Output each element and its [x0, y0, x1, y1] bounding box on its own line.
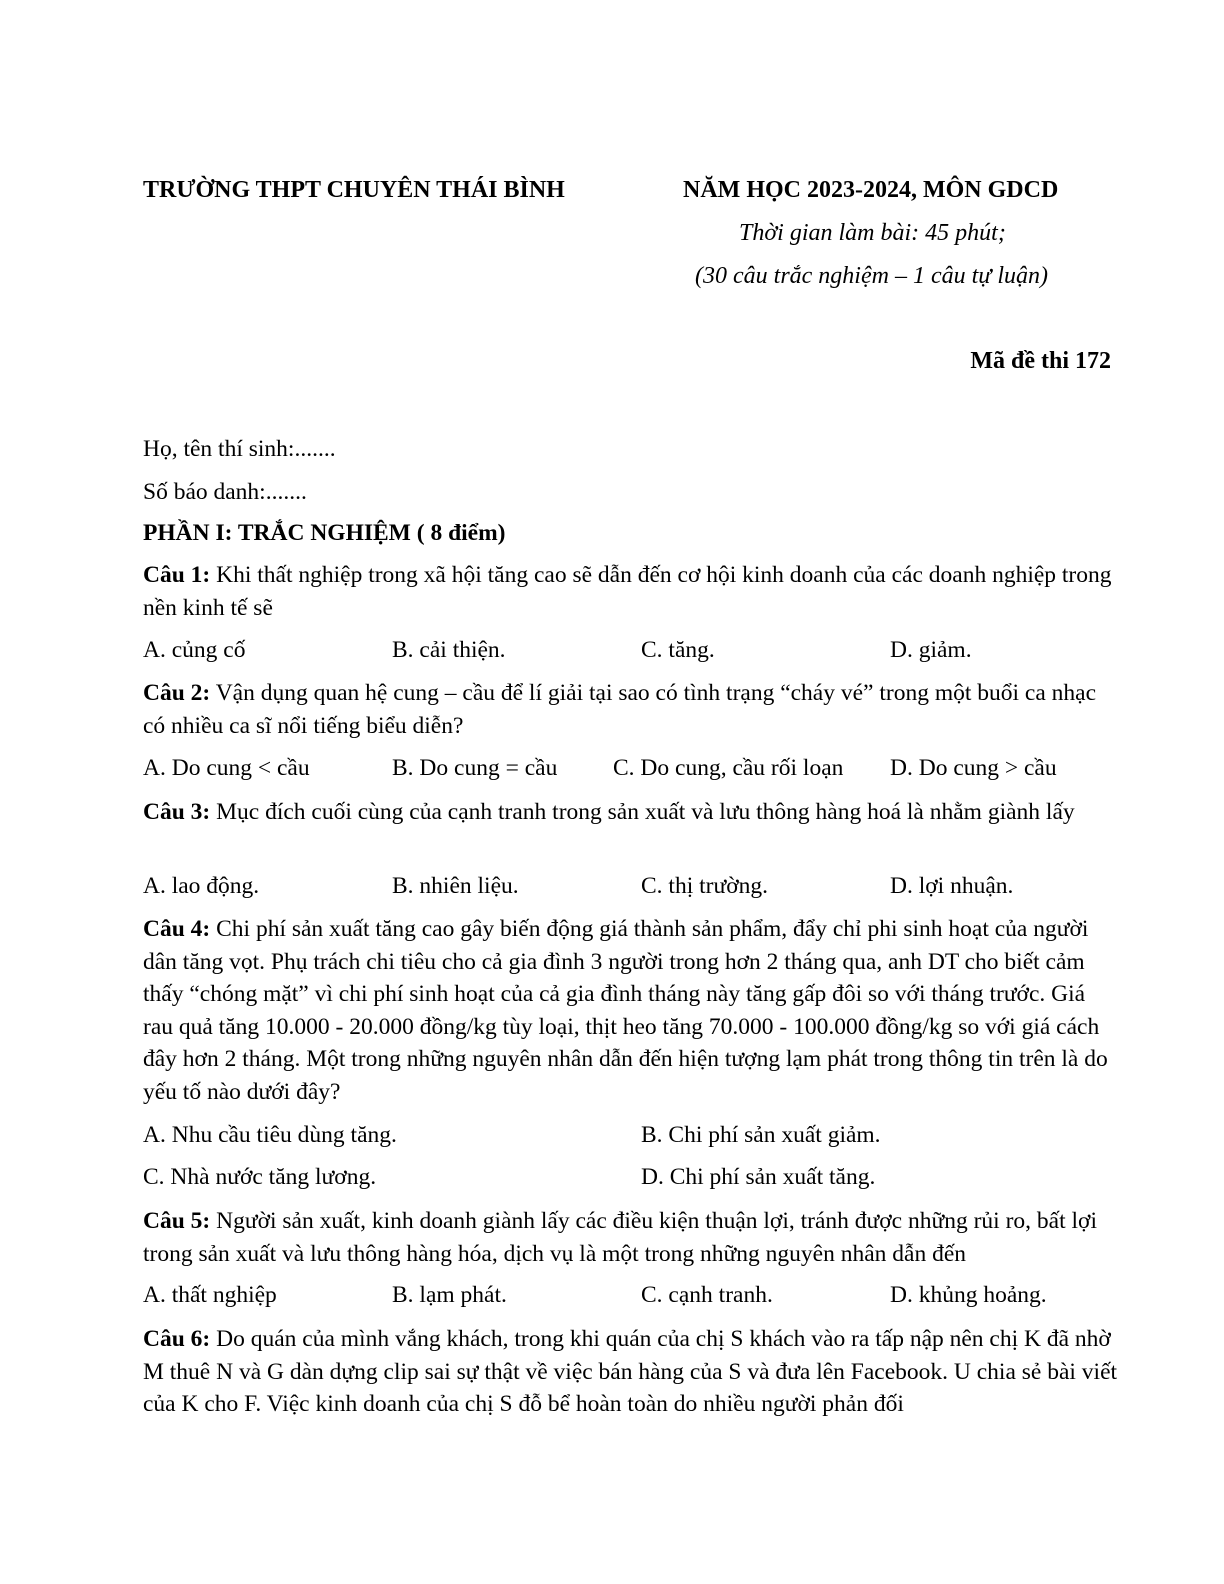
question-6 — [143, 1323, 1118, 1421]
school-name: TRƯỜNG THPT CHUYÊN THÁI BÌNH — [143, 177, 565, 203]
question-label: Câu 6: — [143, 1326, 211, 1352]
q2-option-b: B. Do cung = cầu — [392, 755, 558, 781]
q1-option-d: D. giảm. — [890, 637, 972, 663]
question-text: Vận dụng quan hệ cung – cầu để lí giải tại sao có tình trạng “cháy vé” trong một buổi ca nhạc có nhiều ca sĩ nổi tiếng biểu diễn? — [143, 680, 1097, 739]
q2-option-c: C. Do cung, cầu rối loạn — [613, 755, 844, 781]
q3-option-c: C. thị trường. — [641, 873, 769, 899]
q5-option-c: C. cạnh tranh. — [641, 1282, 773, 1308]
candidate-id-line: Số báo danh:....... — [143, 479, 307, 505]
question-text: Mục đích cuối cùng của cạnh tranh trong sản xuất và lưu thông hàng hoá là nhằm giành lấy — [210, 799, 1075, 825]
q1-option-a: A. củng cố — [143, 637, 246, 663]
exam-structure: (30 câu trắc nghiệm – 1 câu tự luận) — [695, 263, 1049, 289]
question-text: Người sản xuất, kinh doanh giành lấy các điều kiện thuận lợi, tránh được những rủi ro, bất lợi trong sản xuất và lưu thông hàng hóa, dịch vụ là một trong những nguyên nhân dẫn đến — [143, 1208, 1097, 1267]
question-2 — [143, 677, 1118, 742]
question-text: Chi phí sản xuất tăng cao gây biến động giá thành sản phẩm, đẩy chỉ phi sinh hoạt của người dân tăng vọt. Phụ trách chi tiêu cho cả gia đình 3 người trong hơn 2 tháng qua, anh DT cho biết cảm thấy “chóng mặt” vì chi phí sinh hoạt của cả gia đình tháng này tăng gấp đôi so với tháng trước. Giá rau quả tăng 10.000 - 20.000 đồng/kg tùy loại, thịt heo tăng 70.000 - 100.000 đồng/kg so với giá cách đây hơn 2 tháng. Một trong những nguyên nhân dẫn đến hiện tượng lạm phát trong thông tin trên là do yếu tố nào dưới đây? — [143, 916, 1108, 1105]
q1-option-c: C. tăng. — [641, 637, 715, 663]
q4-option-a: A. Nhu cầu tiêu dùng tăng. — [143, 1122, 397, 1148]
q3-option-b: B. nhiên liệu. — [392, 873, 519, 899]
question-label: Câu 3: — [143, 799, 211, 825]
q3-option-a: A. lao động. — [143, 873, 260, 899]
question-label: Câu 1: — [143, 562, 211, 588]
exam-time: Thời gian làm bài: 45 phút; — [739, 220, 1006, 246]
question-text: Do quán của mình vắng khách, trong khi quán của chị S khách vào ra tấp nập nên chị K đã nhờ M thuê N và G dàn dựng clip sai sự thật về việc bán hàng của S và đưa lên Facebook. U chia sẻ bài viết của K cho F. Việc kinh doanh của chị S đỗ bể hoàn toàn do nhiều người phản đối — [143, 1326, 1118, 1417]
candidate-name-line: Họ, tên thí sinh:....... — [143, 436, 336, 462]
q2-option-d: D. Do cung > cầu — [890, 755, 1057, 781]
q5-option-a: A. thất nghiệp — [143, 1282, 277, 1308]
question-label: Câu 4: — [143, 916, 211, 942]
q5-option-b: B. lạm phát. — [392, 1282, 507, 1308]
question-5 — [143, 1205, 1118, 1270]
q3-option-d: D. lợi nhuận. — [890, 873, 1014, 899]
question-label: Câu 2: — [143, 680, 211, 706]
question-3 — [143, 796, 1118, 829]
question-4 — [143, 913, 1118, 1108]
q4-option-c: C. Nhà nước tăng lương. — [143, 1164, 377, 1190]
question-text: Khi thất nghiệp trong xã hội tăng cao sẽ dẫn đến cơ hội kinh doanh của các doanh nghiệp trong nền kinh tế sẽ — [143, 562, 1112, 621]
q2-option-a: A. Do cung < cầu — [143, 755, 310, 781]
q5-option-d: D. khủng hoảng. — [890, 1282, 1047, 1308]
exam-code: Mã đề thi 172 — [970, 348, 1111, 374]
section-title: PHẦN I: TRẮC NGHIỆM ( 8 điểm) — [143, 520, 506, 546]
question-label: Câu 5: — [143, 1208, 211, 1234]
q4-option-d: D. Chi phí sản xuất tăng. — [641, 1164, 876, 1190]
exam-title: NĂM HỌC 2023-2024, MÔN GDCD — [683, 177, 1059, 203]
q4-option-b: B. Chi phí sản xuất giảm. — [641, 1122, 881, 1148]
q1-option-b: B. cải thiện. — [392, 637, 506, 663]
question-1 — [143, 559, 1118, 624]
